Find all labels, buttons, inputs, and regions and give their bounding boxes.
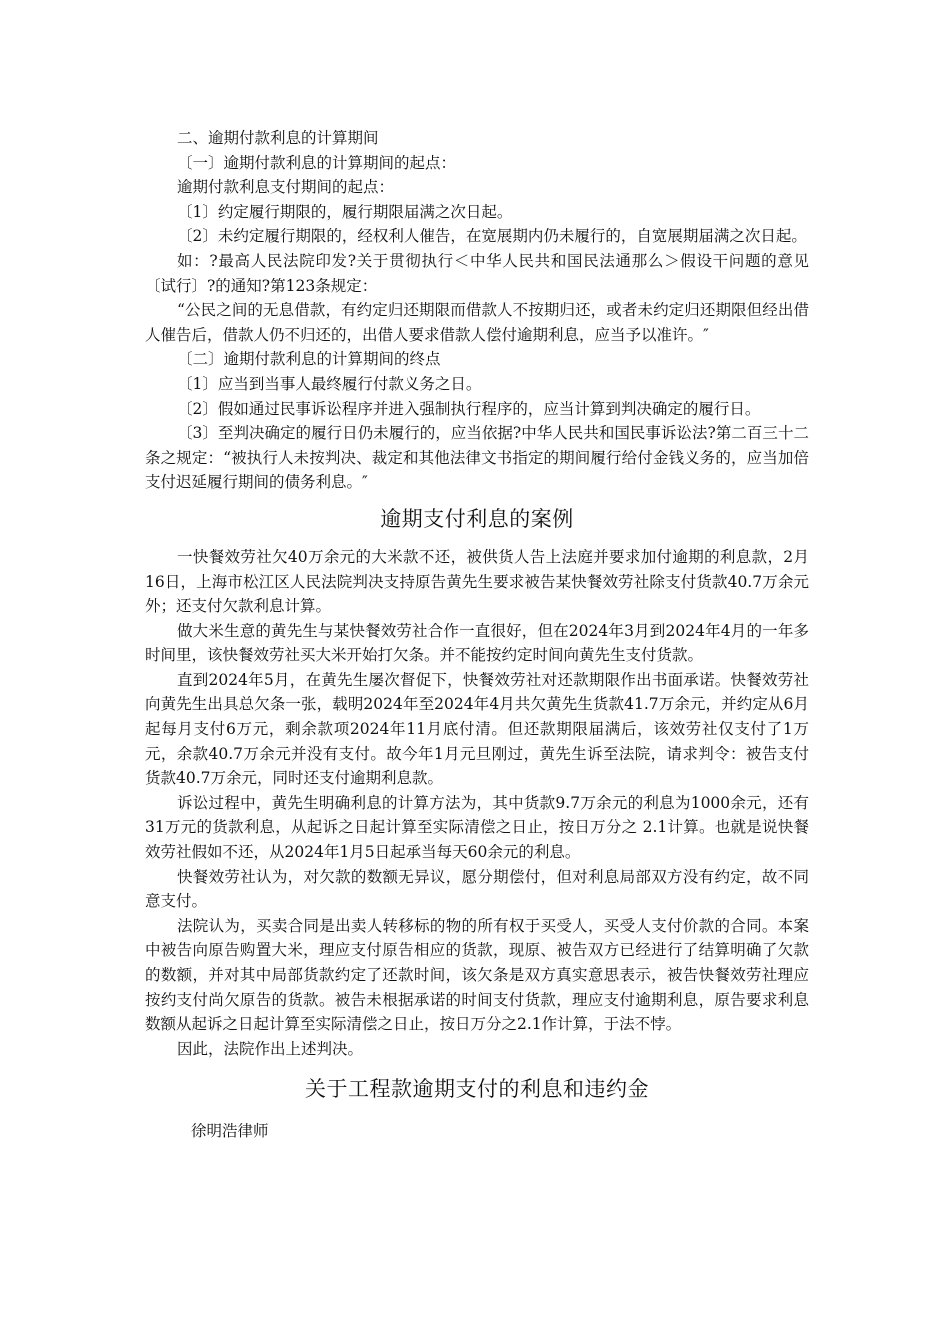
list-item: 〔2〕未约定履行期限的，经权利人催告，在宽展期内仍未履行的，自宽展期届满之次日起。 [177, 227, 807, 246]
body-paragraph: 快餐效劳社认为，对欠款的数额无异议，愿分期偿付，但对利息局部双方没有约定，故不同意支付。 [145, 867, 809, 911]
quotation-paragraph: “公民之间的无息借款，有约定归还期限而借款人不按期归还，或者未约定归还期限但经出借人催告后，借款人仍不归还的，出借人要求借款人偿付逾期利息，应当予以准许。″ [145, 301, 809, 344]
section-heading: 二、逾期付款利息的计算期间 [177, 129, 379, 147]
body-paragraph: 法院认为，买卖合同是出卖人转移标的物的所有权于买受人，买受人支付价款的合同。本案中被告向原告购置大米，理应支付原告相应的货款，现原、被告双方已经进行了结算明确了欠款的数额，并对其中局部货款约定了还款时间，该欠条是双方真实意思表示，被告快餐效劳社理应按约支付尚欠原告的货款。被告未根据承诺的时间支付货款，理应支付逾期利息，原告要求利息数额从起诉之日起计算至实际清偿之日止，按日万分之2.1作计算，于法不悖。 [145, 916, 809, 1034]
case-title: 逾期支付利息的案例 [380, 506, 574, 531]
body-paragraph: 因此，法院作出上述判决。 [177, 1039, 364, 1058]
body-paragraph: 直到2024年5月，在黄先生屡次督促下，快餐效劳社对还款期限作出书面承诺。快餐效劳社向黄先生出具总欠条一张，载明2024年至2024年4月共欠黄先生货款41.7万余元，并约定从6月起每月支付6万元，剩余款项2024年11月底付清。但还款期限届满后，该效劳社仅支付了1万元，余款40.7万余元并没有支付。故今年1月元旦刚过，黄先生诉至法院，请求判令：被告支付货款40.7万余元，同时还支付逾期利息款。 [145, 670, 809, 788]
body-paragraph: 一快餐效劳社欠40万余元的大米款不还，被供货人告上法庭并要求加付逾期的利息款，2月16日，上海市松江区人民法院判决支持原告黄先生要求被告某快餐效劳社除支付货款40.7万余元外；还支付欠款利息计算。 [145, 547, 809, 616]
body-paragraph: 逾期付款利息支付期间的起点： [177, 178, 395, 197]
author-byline: 徐明浩律师 [191, 1122, 269, 1141]
body-paragraph: 做大米生意的黄先生与某快餐效劳社合作一直很好，但在2024年3月到2024年4月的一年多时间里，该快餐效劳社买大米开始打欠条。并不能按约定时间向黄先生支付货款。 [145, 621, 809, 665]
subsection-heading: 〔一〕逾期付款利息的计算期间的起点： [177, 153, 457, 172]
body-paragraph: 诉讼过程中，黄先生明确利息的计算方法为，其中货款9.7万余元的利息为1000余元，还有31万元的货款利息，从起诉之日起计算至实际清偿之日止，按日万分之 2.1计算。也就是说快餐效劳社假如不还，从2024年1月5日起承当每天60余元的利息。 [145, 793, 809, 862]
list-item: 〔2〕假如通过民事诉讼程序并进入强制执行程序的，应当计算到判决确定的履行日。 [177, 399, 761, 418]
document-body [145, 126, 809, 1144]
list-item: 〔1〕应当到当事人最终履行付款义务之日。 [177, 374, 482, 393]
subsection-heading: 〔二〕逾期付款利息的计算期间的终点 [177, 350, 441, 369]
list-item: 〔3〕至判决确定的履行日仍未履行的，应当依据?中华人民共和国民事诉讼法?第二百三十二条之规定：“被执行人未按判决、裁定和其他法律文书指定的期间履行给付金钱义务的，应当加倍支付迟延履行期间的债务利息。″ [145, 424, 809, 492]
article-title: 关于工程款逾期支付的利息和违约金 [305, 1077, 649, 1102]
body-paragraph: 如：?最高人民法院印发?关于贯彻执行＜中华人民共和国民法通那么＞假设干问题的意见〔试行〕?的通知?第123条规定： [145, 251, 809, 295]
list-item: 〔1〕约定履行期限的，履行期限届满之次日起。 [177, 202, 513, 221]
